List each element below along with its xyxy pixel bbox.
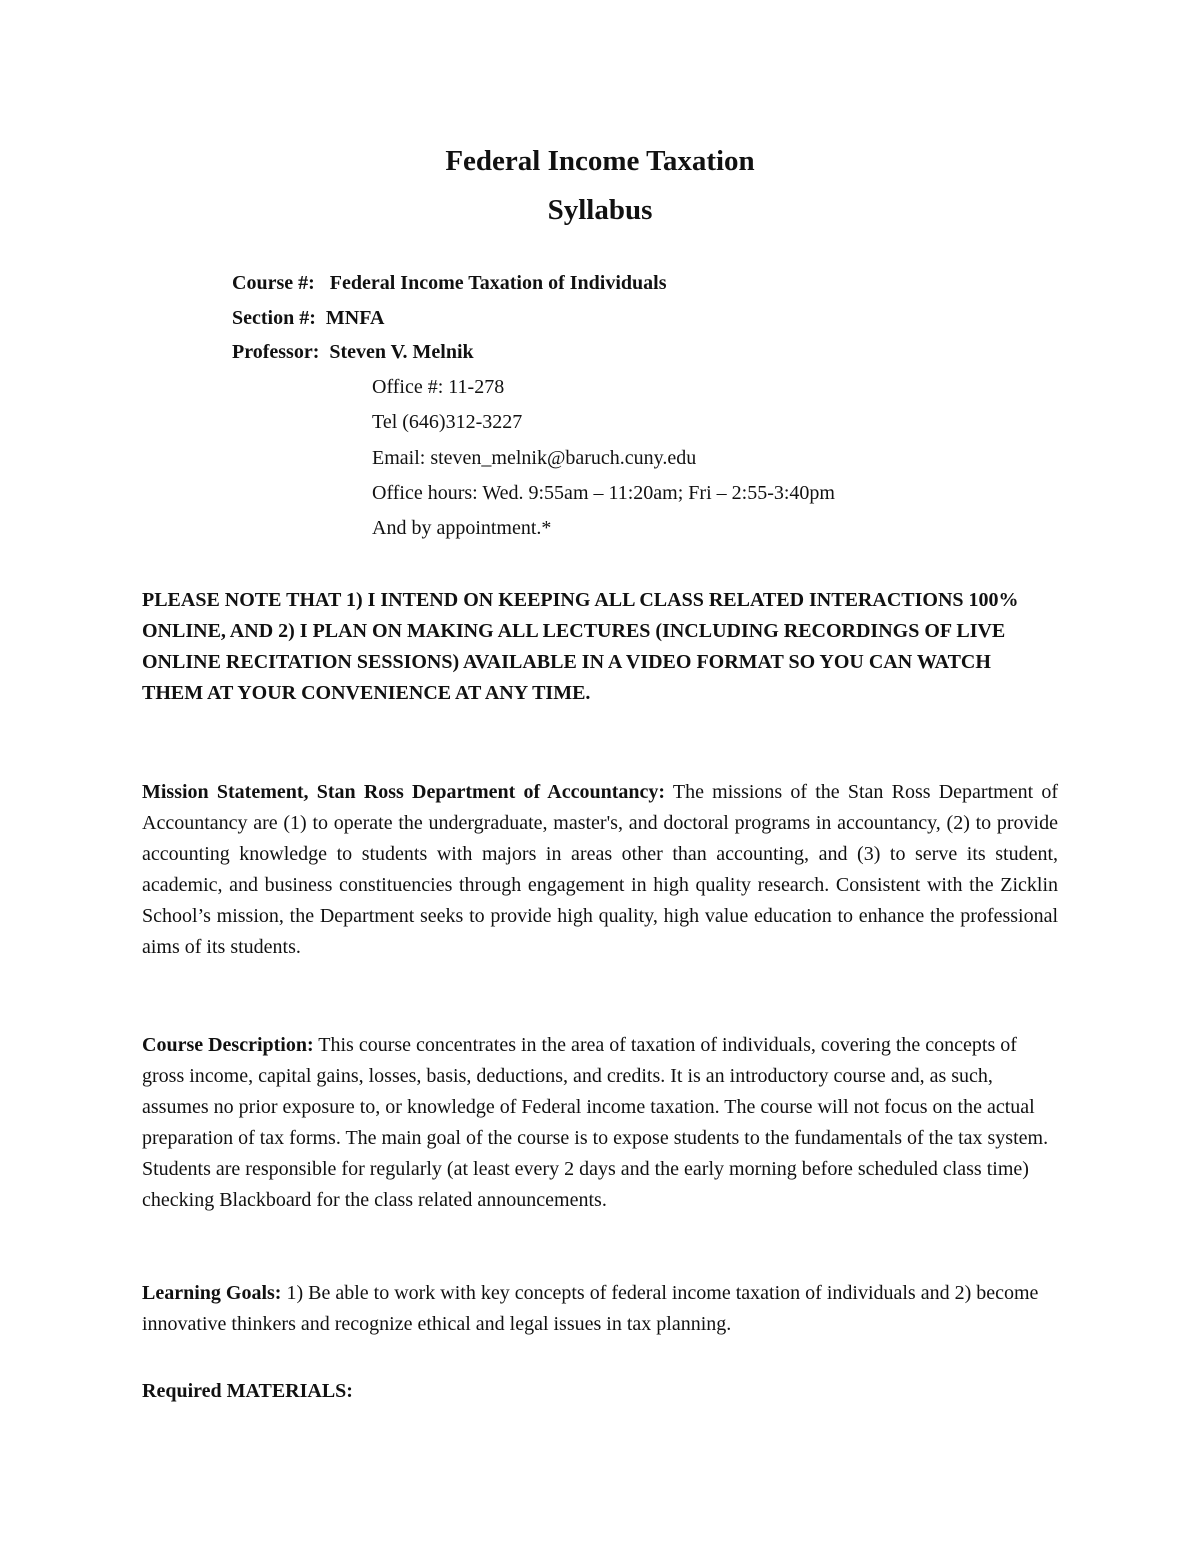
- telephone: Tel (646)312-3227: [372, 411, 523, 433]
- office-number: Office #: 11-278: [372, 376, 505, 398]
- materials-heading: Required MATERIALS:: [142, 1380, 353, 1402]
- appointment-note: And by appointment.*: [372, 517, 552, 539]
- course-line: [232, 271, 666, 295]
- learning-goals: [142, 1278, 1058, 1340]
- office-hours: Office hours: Wed. 9:55am – 11:20am; Fri – 2:55-3:40pm: [372, 482, 835, 504]
- email: Email: steven_melnik@baruch.cuny.edu: [372, 447, 697, 469]
- section-line: [232, 306, 384, 330]
- description-text: This course concentrates in the area of taxation of individuals, covering the concepts of gross income, capital gains, losses, basis, deductions, and credits. It is an introductory course and, as such, assumes no prior exposure to, or knowledge of Federal income taxation. The course will not focus on the actual preparation of tax forms. The main goal of the course is to expose students to the fundamentals of the tax system. Students are responsible for regularly (at least every 2 days and the early morning before scheduled class time) checking Blackboard for the class related announcements.: [142, 1034, 1049, 1211]
- section-label: Section #:: [232, 307, 316, 329]
- section-value: MNFA: [325, 307, 385, 329]
- description-heading: Course Description:: [142, 1034, 314, 1056]
- course-description: [142, 1030, 1058, 1216]
- course-value: Federal Income Taxation of Individuals: [329, 272, 667, 294]
- mission-heading: Mission Statement, Stan Ross Department of Accountancy:: [142, 781, 666, 803]
- professor-label: Professor:: [232, 341, 320, 363]
- goals-text: 1) Be able to work with key concepts of federal income taxation of individuals and 2) become innovative thinkers and recognize ethical and legal issues in tax planning.: [142, 1282, 1039, 1335]
- document-subtitle: Syllabus: [547, 194, 653, 226]
- online-notice: PLEASE NOTE THAT 1) I INTEND ON KEEPING ALL CLASS RELATED INTERACTIONS 100% ONLINE, AND 2) I PLAN ON MAKING ALL LECTURES (INCLUDING RECORDINGS OF LIVE ONLINE RECITATION SESSIONS) AVAILABLE IN A VIDEO FORMAT SO YOU CAN WATCH THEM AT YOUR CONVENIENCE AT ANY TIME.: [142, 589, 1019, 704]
- mission-text: The missions of the Stan Ross Department of Accountancy are (1) to operate the undergraduate, master's, and doctoral programs in accountancy, (2) to provide accounting knowledge to students with majors in areas other than accounting, and (3) to serve its student, academic, and business constituencies through engagement in high quality research. Consistent with the Zicklin School’s mission, the Department seeks to provide high quality, high value education to enhance the professional aims of its students.: [142, 781, 1059, 958]
- professor-value: Steven V. Melnik: [329, 341, 474, 363]
- course-label: Course #:: [232, 272, 315, 294]
- professor-line: [232, 340, 474, 364]
- document-title: Federal Income Taxation: [445, 145, 755, 177]
- materials-section: [142, 1376, 1058, 1407]
- mission-statement: [142, 777, 1058, 963]
- goals-heading: Learning Goals:: [142, 1282, 282, 1304]
